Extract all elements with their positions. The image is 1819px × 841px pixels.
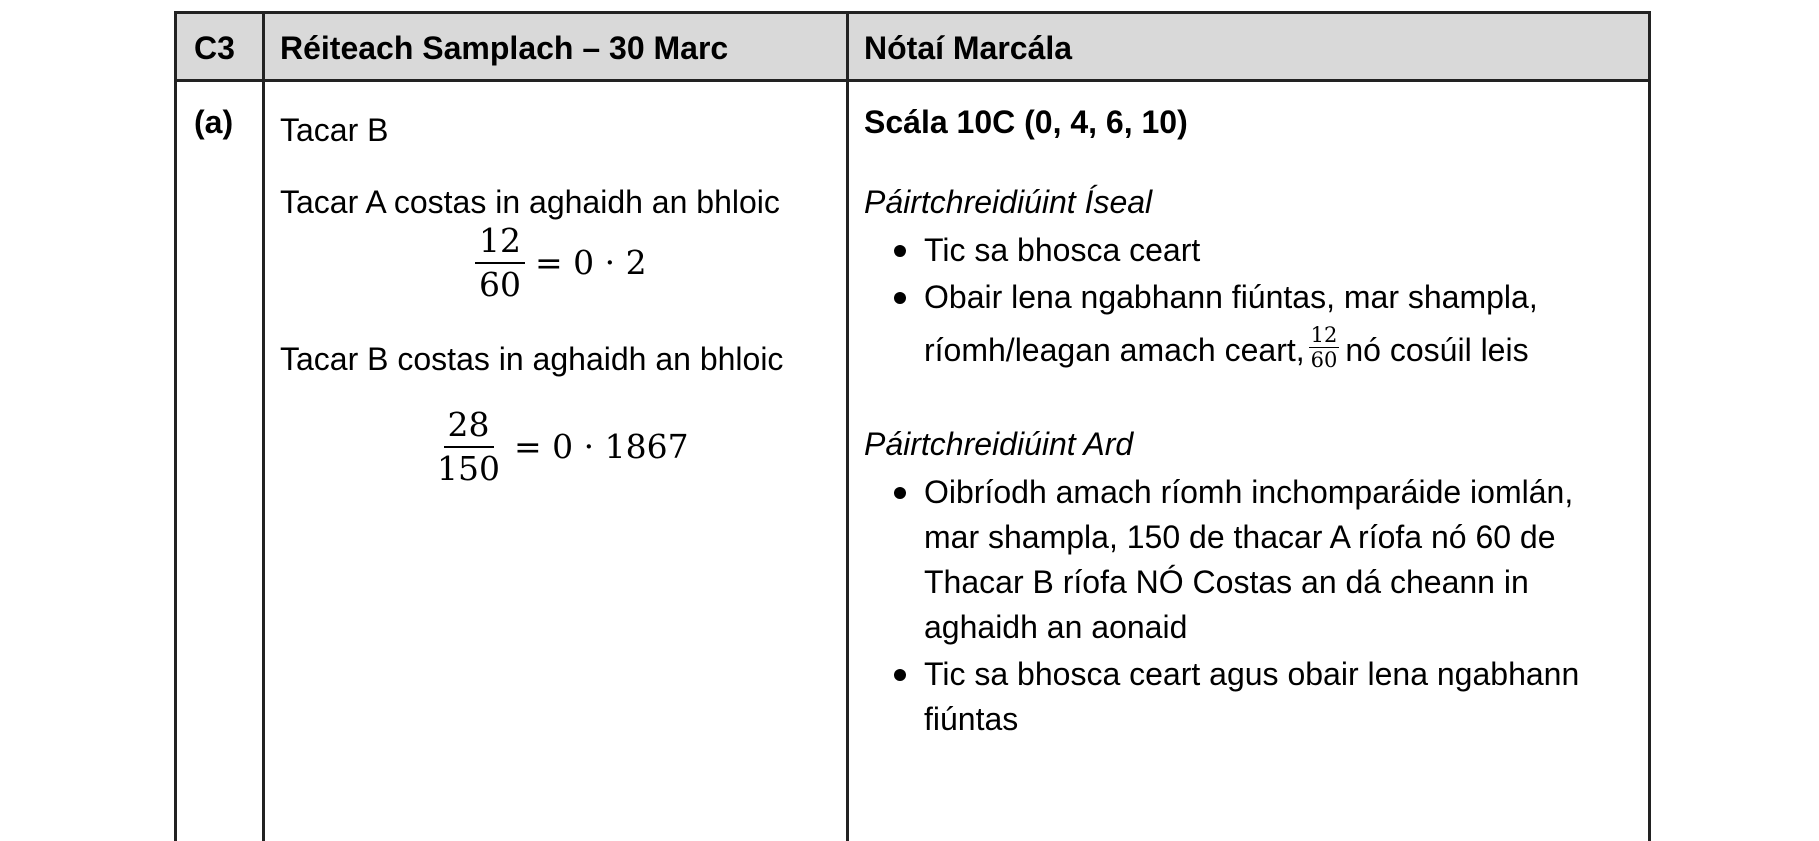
bullet-icon <box>894 245 906 257</box>
marking-scheme-table <box>174 11 1651 841</box>
fraction-b-result: = 0 · 1867 <box>514 427 689 466</box>
low-credit-item: Obair lena ngabhann fiúntas, mar shampla, <box>924 279 1538 315</box>
fraction-a-denominator: 60 <box>479 265 521 304</box>
high-credit-item-line: mar shampla, 150 de thacar A ríofa nó 60 de <box>924 519 1556 555</box>
high-credit-item-line: Oibríodh amach ríomh inchomparáide iomlán, <box>924 474 1574 510</box>
inline-fraction-numerator: 12 <box>1310 323 1338 347</box>
low-credit-item-continuation <box>924 325 1529 374</box>
high-partial-credit-heading: Páirtchreidiúint Ard <box>864 426 1134 462</box>
low-credit-item-text: nó cosúil leis <box>1345 331 1529 368</box>
fraction-b-numerator: 28 <box>444 406 494 448</box>
high-credit-item-line: aghaidh an aonaid <box>924 609 1188 645</box>
fraction-a <box>475 222 525 304</box>
part-label: (a) <box>194 104 234 140</box>
question-number: C3 <box>194 30 235 66</box>
solution-line-a: Tacar A costas in aghaidh an bhloic <box>280 184 780 220</box>
table-header-row <box>177 14 1648 82</box>
fraction-a-result: = 0 · 2 <box>535 243 647 282</box>
fraction-b <box>433 406 504 488</box>
bullet-icon <box>894 292 906 304</box>
fraction-equation-b <box>433 406 689 488</box>
notes-heading: Nótaí Marcála <box>864 30 1073 66</box>
fraction-a-numerator: 12 <box>475 222 525 264</box>
column-divider <box>262 14 265 841</box>
high-credit-item-line: fiúntas <box>924 701 1019 737</box>
fraction-b-denominator: 150 <box>437 449 500 488</box>
marking-scale: Scála 10C (0, 4, 6, 10) <box>864 104 1188 140</box>
low-partial-credit-heading: Páirtchreidiúint Íseal <box>864 184 1153 220</box>
inline-fraction-denominator: 60 <box>1310 348 1338 372</box>
low-credit-item-text: ríomh/leagan amach ceart, <box>924 331 1305 368</box>
low-credit-item: Tic sa bhosca ceart <box>924 232 1201 268</box>
fraction-equation-a <box>475 222 647 304</box>
high-credit-item-line: Tic sa bhosca ceart agus obair lena ngabhann <box>924 656 1580 692</box>
solution-line-b: Tacar B costas in aghaidh an bhloic <box>280 341 784 377</box>
solution-answer: Tacar B <box>280 112 389 148</box>
bullet-icon <box>894 669 906 681</box>
high-credit-item-line: Thacar B ríofa NÓ Costas an dá cheann in <box>924 564 1529 600</box>
inline-fraction <box>1309 323 1340 372</box>
solution-heading: Réiteach Samplach – 30 Marc <box>280 30 729 66</box>
bullet-icon <box>894 487 906 499</box>
column-divider <box>846 14 849 841</box>
